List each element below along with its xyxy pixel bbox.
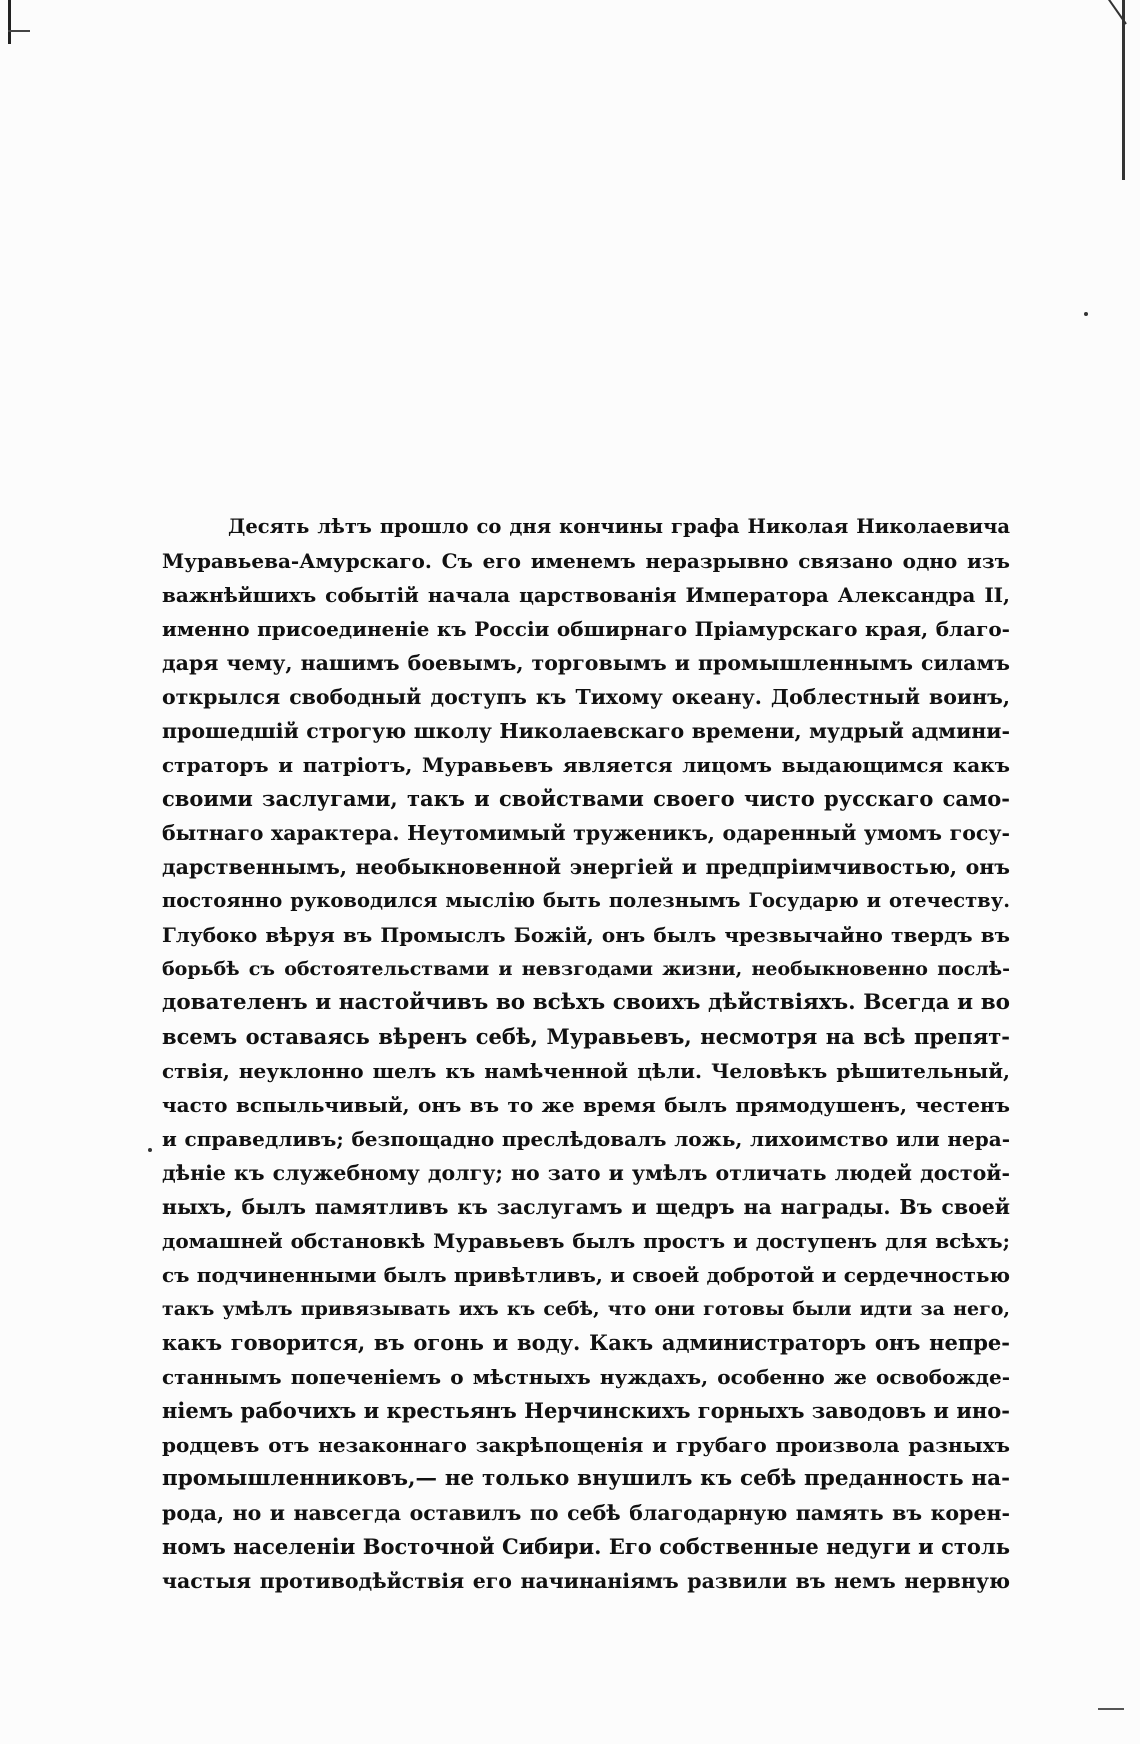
text-line: всемъ оставаясь вѣренъ себѣ, Муравьевъ, несмотря на всѣ препят- xyxy=(162,1024,1010,1049)
text-line: родцевъ отъ незаконнаго закрѣпощенія и грубаго произвола разныхъ xyxy=(162,1433,1010,1457)
text-line: открылся свободный доступъ къ Тихому океану. Доблестный воинъ, xyxy=(162,685,1010,709)
text-line: станнымъ попеченіемъ о мѣстныхъ нуждахъ, особенно же освобожде- xyxy=(162,1365,1010,1389)
body-text xyxy=(162,510,1010,1598)
text-line: Муравьева-Амурскаго. Съ его именемъ неразрывно связано одно изъ xyxy=(162,549,1010,573)
text-line: бытнаго характера. Неутомимый труженикъ, одаренный умомъ госу- xyxy=(162,821,1010,845)
text-line: борьбѣ съ обстоятельствами и невзгодами жизни, необыкновенно послѣ- xyxy=(162,958,1010,980)
scan-edge-mark xyxy=(8,30,30,32)
text-line: рода, но и навсегда оставилъ по себѣ благодарную память въ корен- xyxy=(162,1501,1010,1525)
text-line: номъ населеніи Восточной Сибири. Его собственные недуги и столь xyxy=(162,1534,1010,1559)
scan-edge-mark xyxy=(8,0,11,44)
text-line: ныхъ, былъ памятливъ къ заслугамъ и щедръ на награды. Въ своей xyxy=(162,1195,1010,1219)
text-line: Десять лѣтъ прошло со дня кончины графа Николая Николаевича xyxy=(228,515,1010,538)
text-line: промышленниковъ,— не только внушилъ къ себѣ преданность на- xyxy=(162,1466,1010,1491)
text-line: Глубоко вѣруя въ Промыслъ Божій, онъ былъ чрезвычайно твердъ въ xyxy=(162,923,1010,947)
text-line: постоянно руководился мыслію быть полезнымъ Государю и отечеству. xyxy=(162,889,1010,912)
scan-edge-mark xyxy=(1098,1708,1124,1710)
scan-speck xyxy=(1084,312,1088,316)
text-line: своими заслугами, такъ и свойствами своего чисто русскаго само- xyxy=(162,786,1010,811)
text-line: прошедшій строгую школу Николаевскаго времени, мудрый админи- xyxy=(162,719,1010,743)
text-line: страторъ и патріотъ, Муравьевъ является лицомъ выдающимся какъ xyxy=(162,753,1010,777)
text-line: ствія, неуклонно шелъ къ намѣченной цѣли. Человѣкъ рѣшительный, xyxy=(162,1059,1010,1083)
scan-edge-mark xyxy=(1122,0,1125,180)
text-line: домашней обстановкѣ Муравьевъ былъ простъ и доступенъ для всѣхъ; xyxy=(162,1229,1010,1253)
scan-speck xyxy=(148,1148,152,1152)
text-line: такъ умѣлъ привязывать ихъ къ себѣ, что они готовы были идти за него, xyxy=(162,1298,1010,1320)
text-line: часто вспыльчивый, онъ въ то же время былъ прямодушенъ, честенъ xyxy=(162,1093,1010,1117)
text-line: дарственнымъ, необыкновенной энергіей и предпріимчивостью, онъ xyxy=(162,855,1010,879)
text-line: ніемъ рабочихъ и крестьянъ Нерчинскихъ горныхъ заводовъ и ино- xyxy=(162,1398,1010,1423)
text-line: даря чему, нашимъ боевымъ, торговымъ и промышленнымъ силамъ xyxy=(162,651,1010,675)
text-line: и справедливъ; безпощадно преслѣдовалъ ложь, лихоимство или нера- xyxy=(162,1127,1010,1151)
text-line: дѣніе къ служебному долгу; но зато и умѣлъ отличать людей достой- xyxy=(162,1161,1010,1185)
text-line: съ подчиненными былъ привѣтливъ, и своей добротой и сердечностью xyxy=(162,1263,1010,1287)
text-line: важнѣйшихъ событій начала царствованія Императора Александра II, xyxy=(162,583,1010,607)
text-line: именно присоединеніе къ Россіи обширнаго Пріамурскаго края, благо- xyxy=(162,617,1010,641)
text-line: частыя противодѣйствія его начинаніямъ развили въ немъ нервную xyxy=(162,1569,1010,1593)
text-line: какъ говорится, въ огонь и воду. Какъ администраторъ онъ непре- xyxy=(162,1330,1010,1355)
text-line: дователенъ и настойчивъ во всѣхъ своихъ дѣйствіяхъ. Всегда и во xyxy=(162,990,1010,1015)
